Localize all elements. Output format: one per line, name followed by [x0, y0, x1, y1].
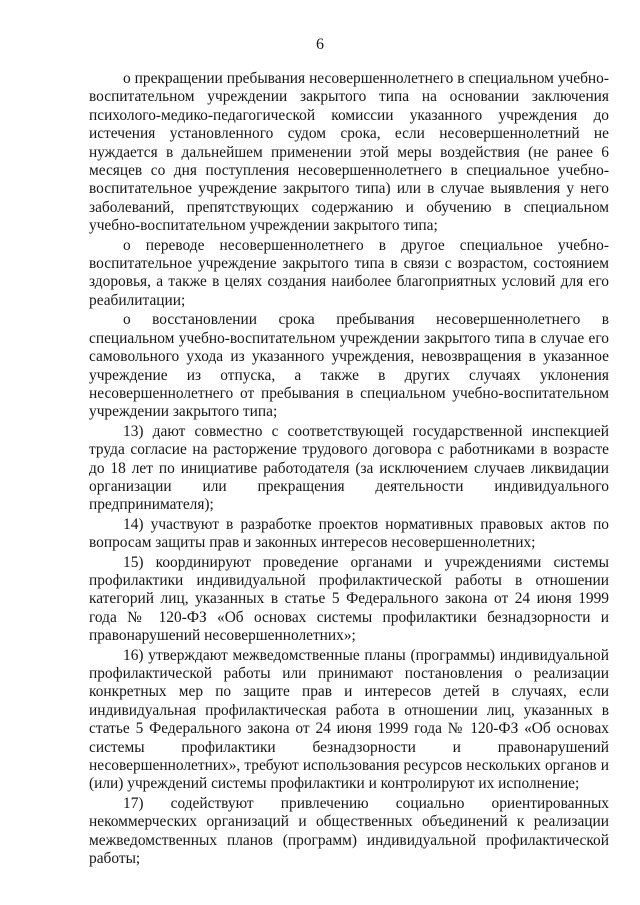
paragraph-item-13: 13) дают совместно с соответствующей государственной инспекцией труда согласие на расторжение трудового договора с работниками в возрасте до 18 лет по инициативе работодателя (за исключением случаев ликвидации организации или прекращения деятельности индивидуального предпринимателя);: [89, 422, 609, 514]
paragraph-transfer: о переводе несовершеннолетнего в другое специальное учебно-воспитательное учреждение закрытого типа в связи с возрастом, состоянием здоровья, а также в целях создания наиболее благоприятных условий для его реабилитации;: [89, 236, 609, 309]
paragraph-restoration-of-term: о восстановлении срока пребывания несовершеннолетнего в специальном учебно-воспитательном учреждении закрытого типа в случае его самовольного ухода из указанного учреждения, невозвращения в указанное учреждение из отпуска, а также в других случаях уклонения несовершеннолетнего от пребывания в специальном учебно-воспитательном учреждении закрытого типа;: [89, 311, 609, 421]
paragraph-item-15: 15) координируют проведение органами и учреждениями системы профилактики индивидуальной профилактической работы в отношении категорий лиц, указанных в статье 5 Федерального закона от 24 июня 1999 года № 120-ФЗ «Об основах системы профилактики безнадзорности и правонарушений несовершеннолетних»;: [89, 553, 609, 645]
paragraph-item-17: 17) содействуют привлечению социально ориентированных некоммерческих организаций и общественных объединений к реализации межведомственных планов (программ) индивидуальной профилактической работы;: [89, 794, 609, 868]
paragraph-termination-of-stay: о прекращении пребывания несовершеннолетнего в специальном учебно-воспитательном учреждении закрытого типа на основании заключения психолого-медико-педагогической комиссии указанного учреждения до истечения установленного судом срока, если несовершеннолетний не нуждается в дальнейшем применении этой меры воздействия (не ранее 6 месяцев со дня поступления несовершеннолетнего в специальное учебно-воспитательное учреждение закрытого типа) или в случае выявления у него заболеваний, препятствующих содержанию и обучению в специальном учебно-воспитательном учреждении закрытого типа;: [89, 70, 609, 235]
document-body: [89, 70, 609, 868]
page-number: 6: [316, 36, 324, 53]
paragraph-item-14: 14) участвуют в разработке проектов нормативных правовых актов по вопросам защиты прав и законных интересов несовершеннолетних;: [89, 515, 609, 552]
paragraph-item-16: 16) утверждают межведомственные планы (программы) индивидуальной профилактической работы или принимают постановления о реализации конкретных мер по защите прав и интересов детей в случаях, если индивидуальная профилактическая работа в отношении лиц, указанных в статье 5 Федерального закона от 24 июня 1999 года № 120-ФЗ «Об основах системы профилактики безнадзорности и правонарушений несовершеннолетних», требуют использования ресурсов нескольких органов и (или) учреждений системы профилактики и контролируют их исполнение;: [89, 646, 609, 793]
